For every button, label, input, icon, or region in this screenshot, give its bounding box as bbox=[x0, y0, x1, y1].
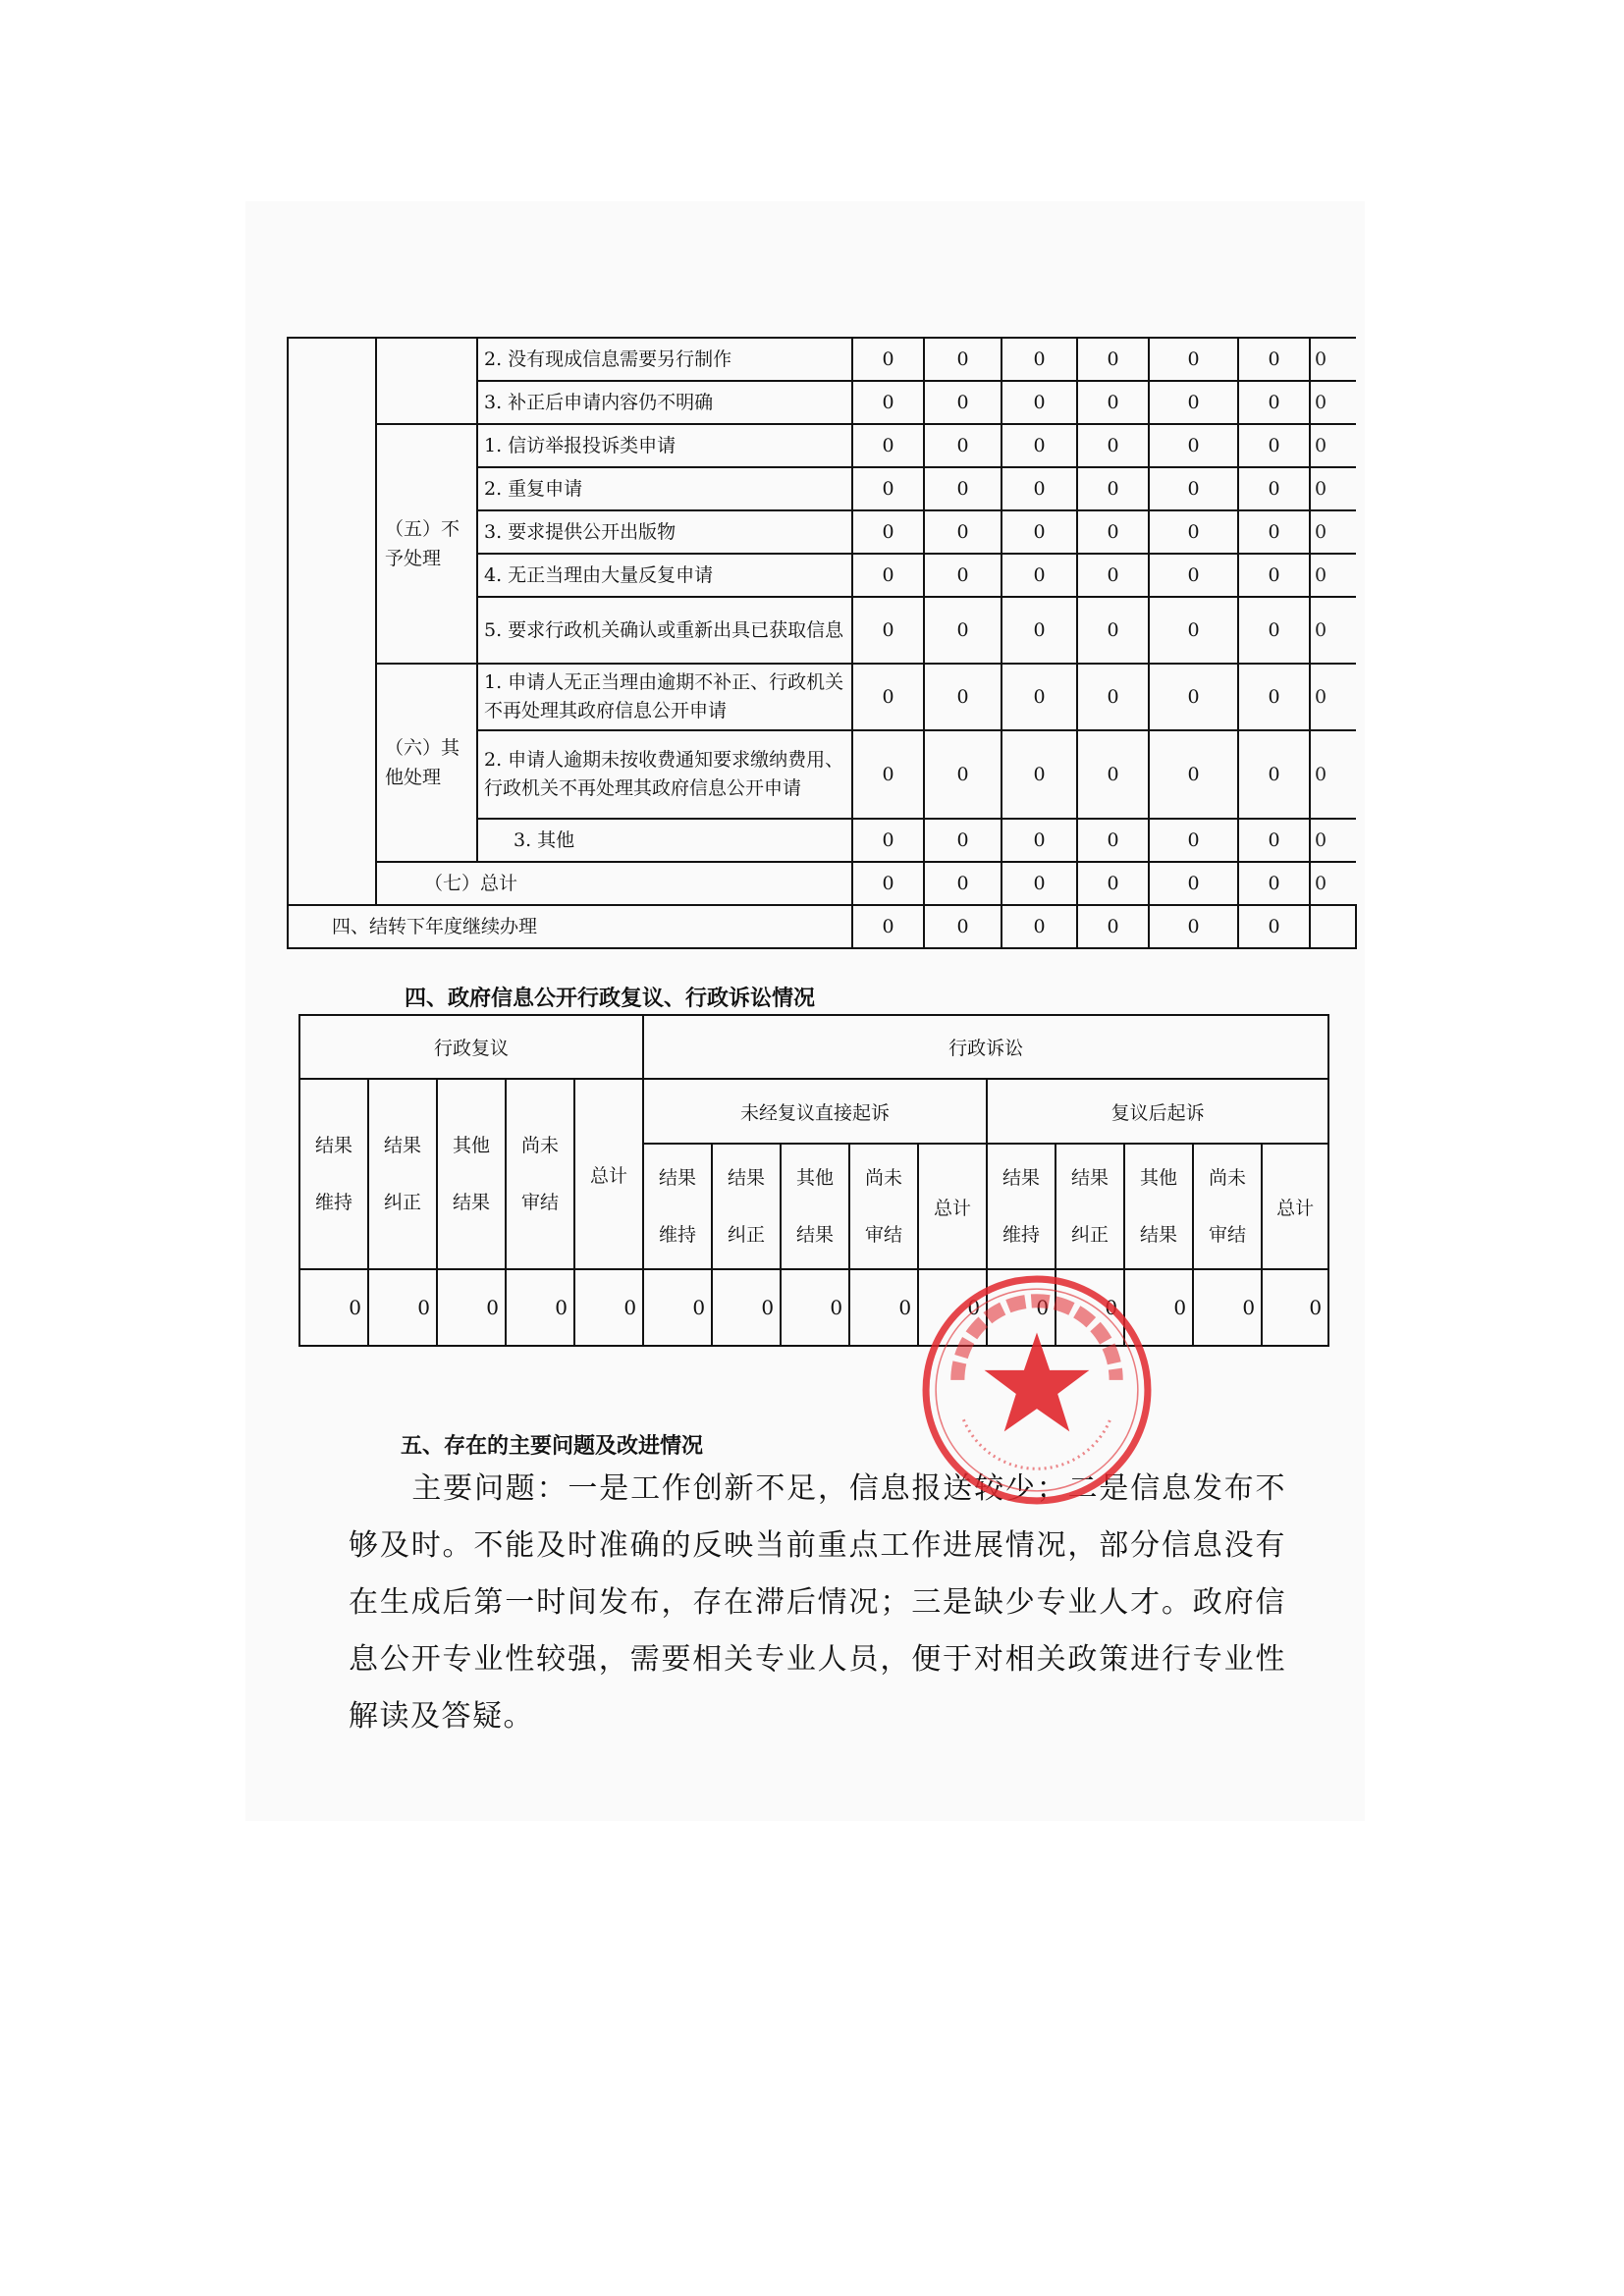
cell-value: 0 bbox=[924, 338, 1001, 381]
cell-value: 0 bbox=[852, 730, 924, 819]
header-direct-suit: 未经复议直接起诉 bbox=[643, 1079, 987, 1144]
cell-value: 0 bbox=[924, 862, 1001, 905]
header-pending: 尚未审结 bbox=[506, 1079, 574, 1269]
cell-value: 0 bbox=[1077, 424, 1149, 467]
cell-value: 0 bbox=[924, 424, 1001, 467]
cell-value: 0 bbox=[852, 819, 924, 862]
cell-value: 0 bbox=[1238, 597, 1310, 664]
official-seal-icon bbox=[918, 1271, 1156, 1509]
row-label: 1. 申请人无正当理由逾期不补正、行政机关不再处理其政府信息公开申请 bbox=[477, 664, 852, 730]
header-admin-review: 行政复议 bbox=[299, 1015, 643, 1079]
cell-value: 0 bbox=[1001, 664, 1077, 730]
header-other-result: 其他结果 bbox=[781, 1144, 849, 1269]
cell-value: 0 bbox=[368, 1269, 437, 1346]
cell-value: 0 bbox=[299, 1269, 368, 1346]
table-row bbox=[288, 905, 1356, 948]
cell-value: 0 bbox=[924, 467, 1001, 510]
cell-value: 0 bbox=[852, 467, 924, 510]
row-label: 3. 要求提供公开出版物 bbox=[477, 510, 852, 554]
cell-value: 0 bbox=[1238, 424, 1310, 467]
row-label: 2. 没有现成信息需要另行制作 bbox=[477, 338, 852, 381]
cell-value: 0 bbox=[1310, 381, 1356, 424]
cell-value: 0 bbox=[1238, 381, 1310, 424]
cell-value: 0 bbox=[1124, 1269, 1193, 1346]
cell-value: 0 bbox=[1193, 1269, 1262, 1346]
header-result-correct: 结果纠正 bbox=[712, 1144, 781, 1269]
cell-value: 0 bbox=[1310, 510, 1356, 554]
cell-value: 0 bbox=[437, 1269, 506, 1346]
row-label-carryover: 四、结转下年度继续办理 bbox=[288, 905, 852, 948]
cell-value: 0 bbox=[1238, 905, 1310, 948]
table-row bbox=[299, 1079, 1328, 1144]
cell-value: 0 bbox=[1149, 862, 1238, 905]
outer-category-cell bbox=[288, 338, 376, 905]
row-label: 5. 要求行政机关确认或重新出具已获取信息 bbox=[477, 597, 852, 664]
cell-value: 0 bbox=[852, 510, 924, 554]
table-row bbox=[288, 338, 1356, 381]
cell-value: 0 bbox=[1001, 554, 1077, 597]
cell-value: 0 bbox=[1149, 510, 1238, 554]
header-total: 总计 bbox=[918, 1144, 987, 1269]
cell-value: 0 bbox=[852, 381, 924, 424]
header-total: 总计 bbox=[574, 1079, 643, 1269]
cell-value: 0 bbox=[1238, 510, 1310, 554]
cell-value: 0 bbox=[1238, 554, 1310, 597]
cell-value: 0 bbox=[1310, 554, 1356, 597]
cell-value: 0 bbox=[1056, 1269, 1124, 1346]
cell-value: 0 bbox=[924, 554, 1001, 597]
cell-value: 0 bbox=[1310, 467, 1356, 510]
cell-value: 0 bbox=[924, 381, 1001, 424]
header-suit-after-review: 复议后起诉 bbox=[987, 1079, 1328, 1144]
row-label: 3. 其他 bbox=[477, 819, 852, 862]
cell-value: 0 bbox=[1077, 381, 1149, 424]
table-row bbox=[288, 664, 1356, 730]
cell-value: 0 bbox=[1077, 554, 1149, 597]
cell-value: 0 bbox=[1149, 905, 1238, 948]
section-4-title: 四、政府信息公开行政复议、行政诉讼情况 bbox=[405, 986, 816, 1011]
header-admin-litigation: 行政诉讼 bbox=[643, 1015, 1328, 1079]
cell-value: 0 bbox=[852, 338, 924, 381]
cell-value: 0 bbox=[1310, 862, 1356, 905]
cell-value: 0 bbox=[1077, 338, 1149, 381]
cell-value: 0 bbox=[1238, 664, 1310, 730]
cell-value: 0 bbox=[852, 664, 924, 730]
cell-value: 0 bbox=[1310, 338, 1356, 381]
cell-value: 0 bbox=[1238, 338, 1310, 381]
row-label: 1. 信访举报投诉类申请 bbox=[477, 424, 852, 467]
table-row bbox=[288, 424, 1356, 467]
cell-value: 0 bbox=[924, 730, 1001, 819]
cell-value: 0 bbox=[712, 1269, 781, 1346]
cell-value: 0 bbox=[1149, 338, 1238, 381]
cell-value: 0 bbox=[1262, 1269, 1328, 1346]
group-cell-empty bbox=[376, 338, 477, 424]
cell-value: 0 bbox=[781, 1269, 849, 1346]
cell-value: 0 bbox=[924, 664, 1001, 730]
header-result-maintain: 结果维持 bbox=[299, 1079, 368, 1269]
cell-value: 0 bbox=[1001, 819, 1077, 862]
cell-value: 0 bbox=[1001, 862, 1077, 905]
cell-value: 0 bbox=[987, 1269, 1056, 1346]
header-result-maintain: 结果维持 bbox=[643, 1144, 712, 1269]
cell-value: 0 bbox=[852, 862, 924, 905]
cell-value: 0 bbox=[1077, 467, 1149, 510]
table-row bbox=[299, 1015, 1328, 1079]
cell-value: 0 bbox=[1149, 597, 1238, 664]
cell-value: 0 bbox=[1310, 597, 1356, 664]
cell-value bbox=[1310, 905, 1356, 948]
cell-value: 0 bbox=[924, 819, 1001, 862]
paragraph-text: 主要问题：一是工作创新不足，信息报送较少；二是信息发布不够及时。不能及时准确的反映当前重点工作进展情况，部分信息没有在生成后第一时间发布，存在滞后情况；三是缺少专业人才。政府信息公开专业性较强，需要相关专业人员，便于对相关政策进行专业性解读及答疑。 bbox=[349, 1471, 1286, 1734]
cell-value: 0 bbox=[1077, 730, 1149, 819]
cell-value: 0 bbox=[1001, 381, 1077, 424]
cell-value: 0 bbox=[1149, 730, 1238, 819]
cell-value: 0 bbox=[1149, 424, 1238, 467]
cell-value: 0 bbox=[506, 1269, 574, 1346]
cell-value: 0 bbox=[1238, 730, 1310, 819]
group-label-other-processing: （六）其他处理 bbox=[376, 664, 477, 862]
cell-value: 0 bbox=[1149, 554, 1238, 597]
cell-value: 0 bbox=[1077, 819, 1149, 862]
review-litigation-table bbox=[298, 1014, 1329, 1347]
cell-value: 0 bbox=[924, 510, 1001, 554]
cell-value: 0 bbox=[1001, 510, 1077, 554]
cell-value: 0 bbox=[1310, 819, 1356, 862]
cell-value: 0 bbox=[643, 1269, 712, 1346]
cell-value: 0 bbox=[1310, 664, 1356, 730]
row-label: 3. 补正后申请内容仍不明确 bbox=[477, 381, 852, 424]
cell-value: 0 bbox=[852, 597, 924, 664]
cell-value: 0 bbox=[1310, 424, 1356, 467]
header-pending: 尚未审结 bbox=[1193, 1144, 1262, 1269]
cell-value: 0 bbox=[1001, 467, 1077, 510]
section-5-title: 五、存在的主要问题及改进情况 bbox=[401, 1433, 704, 1459]
header-pending: 尚未审结 bbox=[849, 1144, 918, 1269]
cell-value: 0 bbox=[1077, 510, 1149, 554]
header-result-correct: 结果纠正 bbox=[1056, 1144, 1124, 1269]
disclosure-results-table bbox=[287, 337, 1357, 949]
row-label: 4. 无正当理由大量反复申请 bbox=[477, 554, 852, 597]
cell-value: 0 bbox=[1001, 730, 1077, 819]
header-other-result: 其他结果 bbox=[1124, 1144, 1193, 1269]
cell-value: 0 bbox=[1238, 862, 1310, 905]
cell-value: 0 bbox=[1149, 381, 1238, 424]
cell-value: 0 bbox=[918, 1269, 987, 1346]
cell-value: 0 bbox=[1149, 467, 1238, 510]
cell-value: 0 bbox=[852, 424, 924, 467]
cell-value: 0 bbox=[1077, 905, 1149, 948]
row-label: 2. 重复申请 bbox=[477, 467, 852, 510]
group-label-no-processing: （五）不予处理 bbox=[376, 424, 477, 664]
cell-value: 0 bbox=[1001, 338, 1077, 381]
cell-value: 0 bbox=[1001, 905, 1077, 948]
cell-value: 0 bbox=[1077, 664, 1149, 730]
header-total: 总计 bbox=[1262, 1144, 1328, 1269]
cell-value: 0 bbox=[852, 905, 924, 948]
cell-value: 0 bbox=[1001, 597, 1077, 664]
cell-value: 0 bbox=[1238, 819, 1310, 862]
cell-value: 0 bbox=[1238, 467, 1310, 510]
cell-value: 0 bbox=[849, 1269, 918, 1346]
cell-value: 0 bbox=[574, 1269, 643, 1346]
cell-value: 0 bbox=[1077, 862, 1149, 905]
cell-value: 0 bbox=[1001, 424, 1077, 467]
cell-value: 0 bbox=[852, 554, 924, 597]
cell-value: 0 bbox=[1149, 664, 1238, 730]
row-label-total: （七）总计 bbox=[376, 862, 852, 905]
cell-value: 0 bbox=[1149, 819, 1238, 862]
cell-value: 0 bbox=[1077, 597, 1149, 664]
header-result-correct: 结果纠正 bbox=[368, 1079, 437, 1269]
cell-value: 0 bbox=[924, 597, 1001, 664]
header-result-maintain: 结果维持 bbox=[987, 1144, 1056, 1269]
table-row bbox=[299, 1269, 1328, 1346]
cell-value: 0 bbox=[924, 905, 1001, 948]
cell-value: 0 bbox=[1310, 730, 1356, 819]
header-other-result: 其他结果 bbox=[437, 1079, 506, 1269]
table-row bbox=[288, 862, 1356, 905]
row-label: 2. 申请人逾期未按收费通知要求缴纳费用、行政机关不再处理其政府信息公开申请 bbox=[477, 730, 852, 819]
